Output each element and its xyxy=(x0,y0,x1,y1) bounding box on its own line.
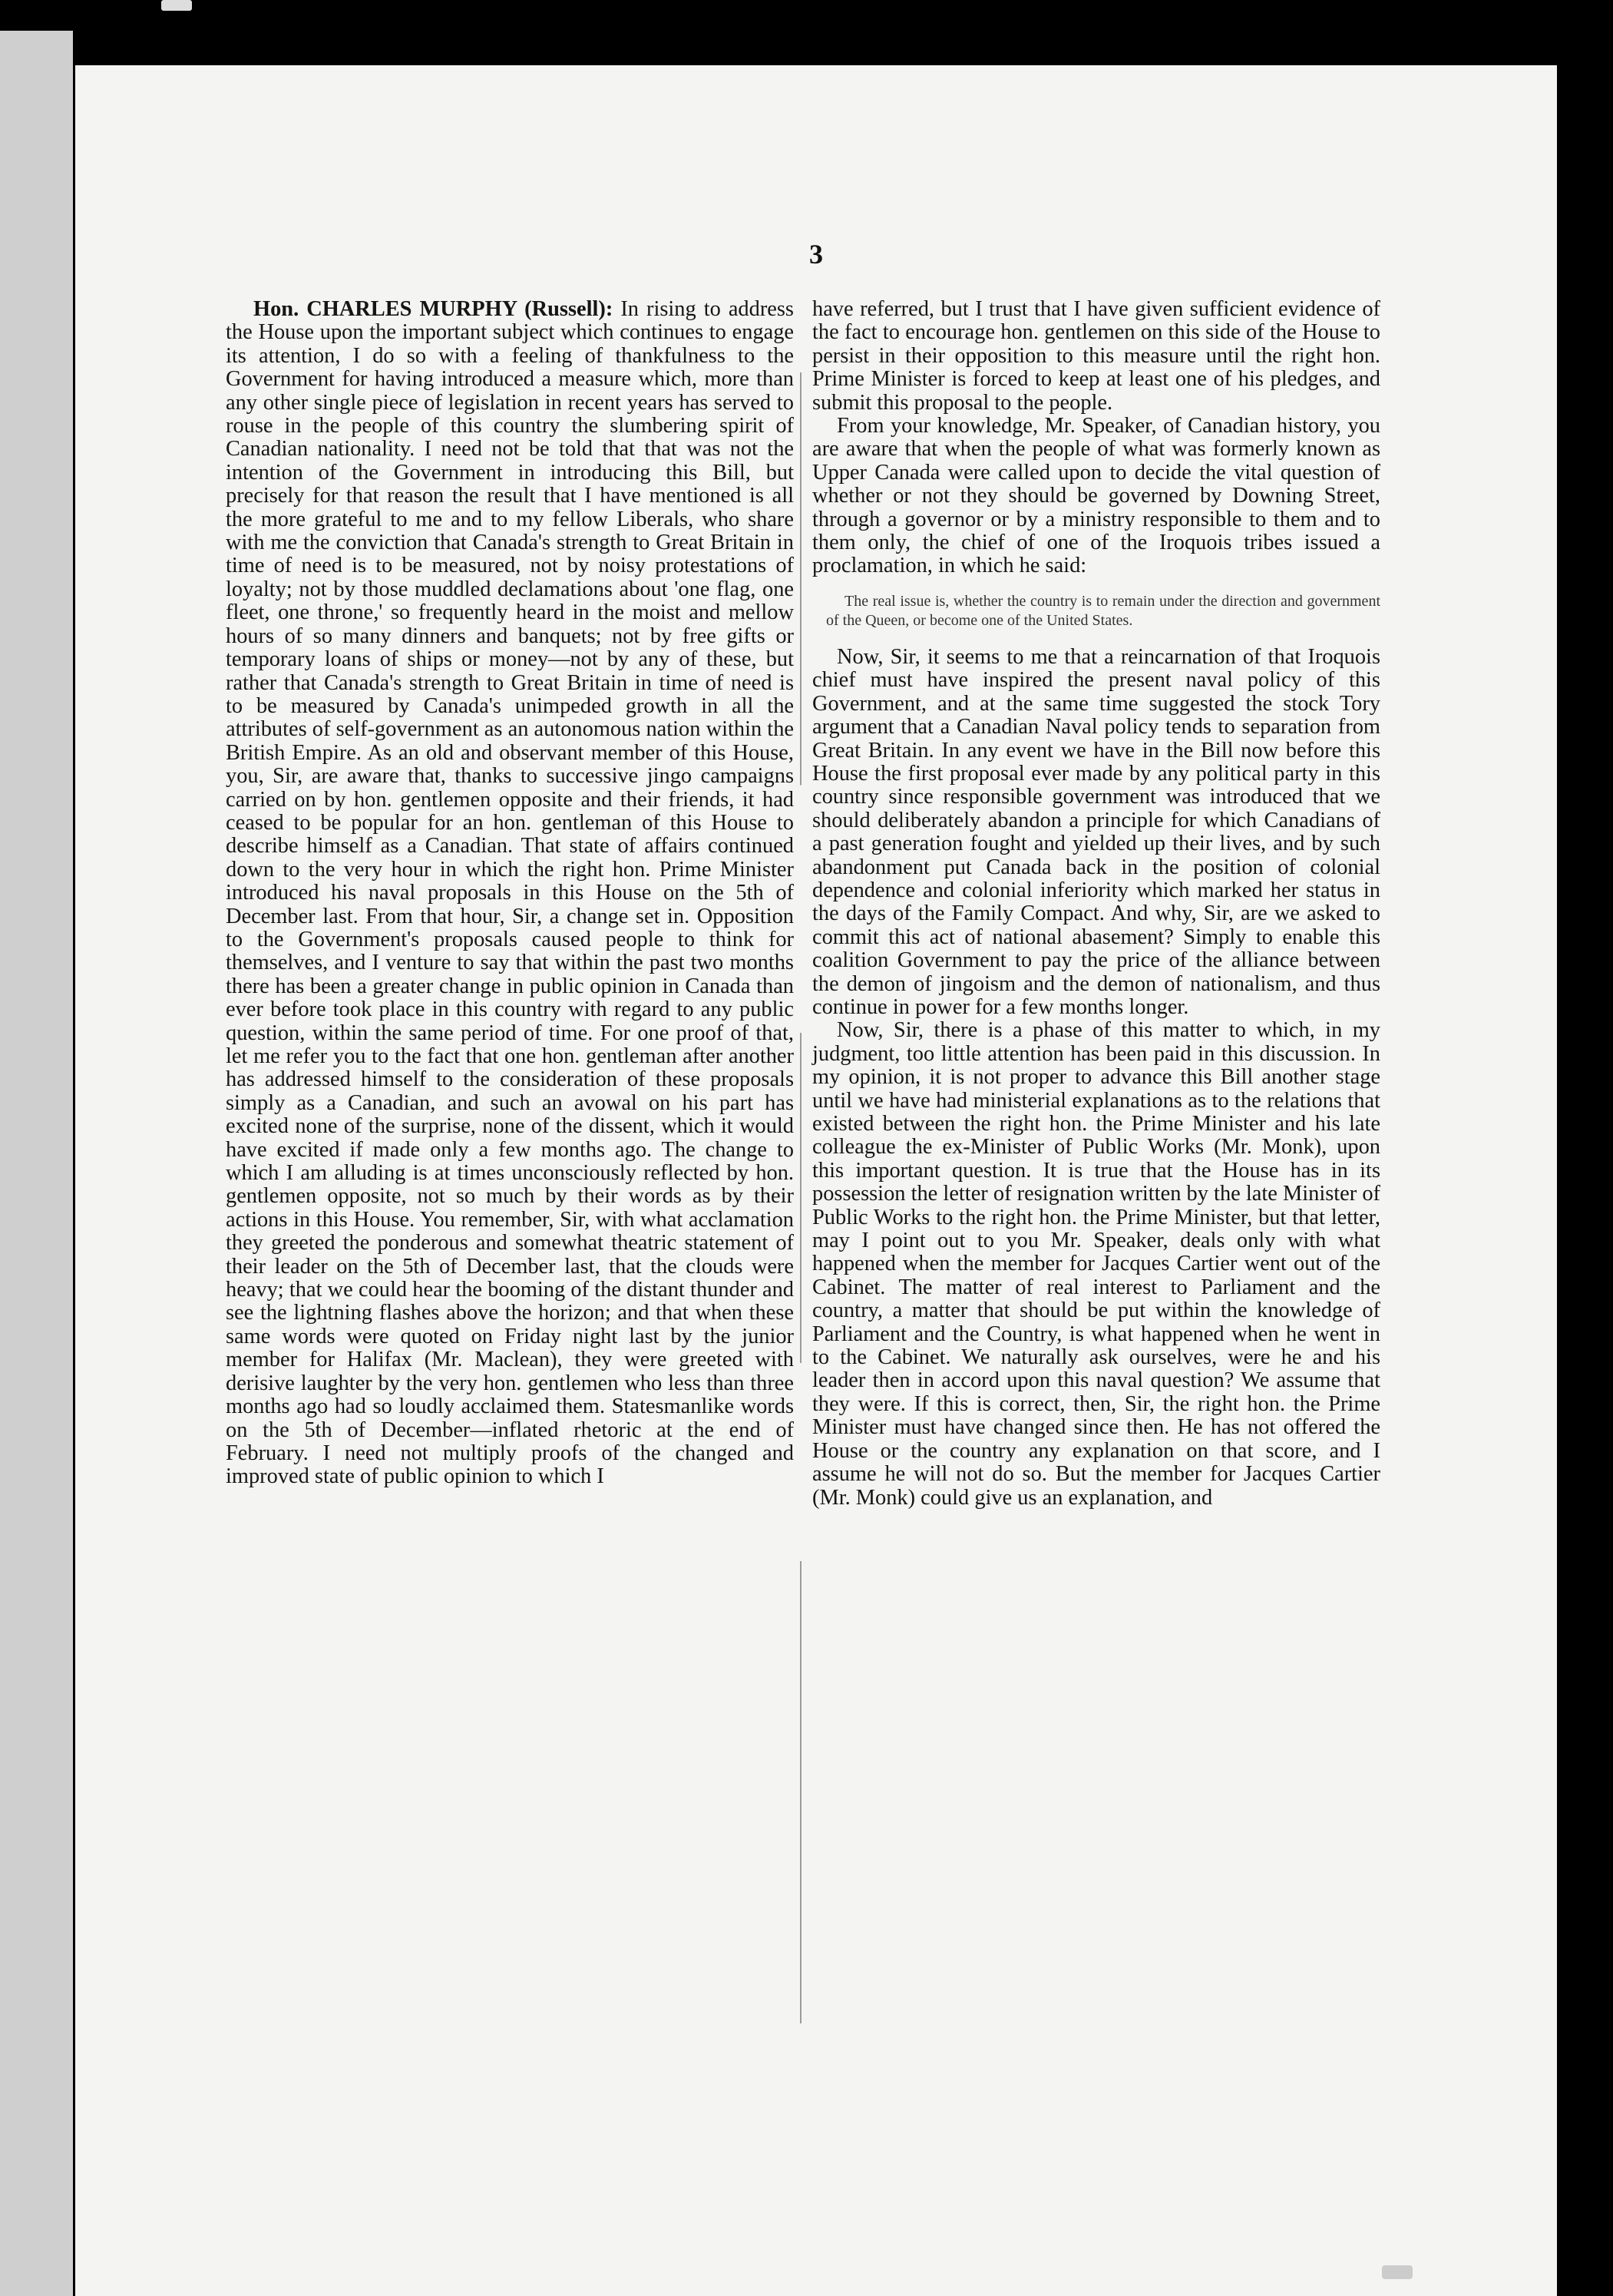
staple-mark xyxy=(1382,2265,1413,2279)
paragraph: Now, Sir, it seems to me that a reincarnation of that Iroquois chief must have inspired the present naval policy of this Government, and at the same time suggested the stock Tory argument that a Canadian Naval policy tends to separation from Great Britain. In any event we have in the Bill now before this House the first proposal ever made by any political party in this country since responsible government was introduced that we should deliberately abandon a principle for which Canadians of a past generation fought and yielded up their lives, and by such abandonment put Canada back in the position of colonial dependence and colonial inferiority which marked her status in the days of the Family Compact. And why, Sir, are we asked to commit this act of national abasement? Simply to enable this coalition Government to pay the price of the alliance between the demon of jingoism and the demon of nationalism, and thus continue in power for a few months longer. xyxy=(812,644,1380,1019)
column-divider xyxy=(800,372,802,2023)
paragraph-text: In rising to address the House upon the important subject which continues to engage its attention, I do so with a feeling of thankfulness to the Government for having introduced a measure which, more than any other single piece of legislation in recent years has served to rouse in the people of this country the slumbering spirit of Canadian nationality. I need not be told that that was not the intention of the Government in introducing this Bill, but precisely for that reason the result that I have mentioned is all the more grateful to me and to my fellow Liberals, who share with me the conviction that Canada's strength to Great Britain in time of need is to be measured, not by noisy protestations of loyalty; not by those muddled declamations about 'one flag, one fleet, one throne,' so frequently heard in the moist and mellow hours of so many dinners and banquets; not by free gifts or temporary loans of ships or money—not by any of these, but rather that Canada's strength to Great Britain in time of need is to be measured by Canada's unimpeded growth in all the attributes of self-government as an autonomous nation within the British Empire. As an old and observant member of this House, you, Sir, are aware that, thanks to successive jingo campaigns carried on by hon. gentlemen opposite and their friends, it had ceased to be popular for an hon. gentleman of this House to describe himself as a Canadian. That state of affairs continued down to the very hour in which the right hon. Prime Minister introduced his naval proposals in this House on the 5th of December last. From that hour, Sir, a change set in. Opposition to the Government's proposals caused people to think for themselves, and I venture to say that within the past two months there has been a greater change in public opinion in Canada than ever before took place in this country with regard to any public question, within the same period of time. For one proof of that, let me refer you to the fact that one hon. gentleman after another has addressed himself to the consideration of these proposals simply as a Canadian, and such an avowal on his part has excited none of the surprise, none of the dissent, which it would have excited if made only a few months ago. The change to which I am alluding is at times unconsciously reflected by hon. gentlemen opposite, not so much by their words as by their actions in this House. You remember, Sir, with what acclamation they greeted the ponderous and somewhat theatric statement of their leader on the 5th of December last, that the clouds were heavy; that we could hear the booming of the distant thunder and see the lightning flashes above the horizon; and that when these same words were quoted on Friday night last by the junior member for Halifax (Mr. Maclean), they were greeted with derisive laughter by the very hon. gentlemen who less than three months ago had so loudly acclaimed them. Statesmanlike words on the 5th of December—inflated rhetoric at the end of February. I need not multiply proofs of the changed and improved state of public opinion to which I xyxy=(226,297,794,1489)
speaker-name: Hon. CHARLES MURPHY (Russell): xyxy=(253,297,613,321)
right-column xyxy=(812,298,1380,1510)
previous-page-edge xyxy=(0,31,73,2296)
paragraph xyxy=(226,298,794,1489)
page-number: 3 xyxy=(809,239,823,270)
paragraph: From your knowledge, Mr. Speaker, of Canadian history, you are aware that when the people of what was formerly known as Upper Canada were called upon to decide the vital question of whether or not they should be governed by Downing Street, through a governor or by a ministry responsible to them and to them only, the chief of one of the Iroquois tribes issued a proclamation, in which he said: xyxy=(812,414,1380,578)
document-page xyxy=(75,65,1557,2296)
staple-mark xyxy=(161,0,192,11)
left-column xyxy=(226,298,794,1489)
paragraph: have referred, but I trust that I have given sufficient evidence of the fact to encourage hon. gentlemen on this side of the House to persist in their opposition to this measure until the right hon. Prime Minister is forced to keep at least one of his pledges, and submit this proposal to the people. xyxy=(812,297,1380,415)
block-quote: The real issue is, whether the country is to remain under the direction and government of the Queen, or become one of the United States. xyxy=(826,592,1380,629)
paragraph: Now, Sir, there is a phase of this matter to which, in my judgment, too little attention has been paid in this discussion. In my opinion, it is not proper to advance this Bill another stage until we have had ministerial explanations as to the relations that existed between the right hon. the Prime Minister and his late colleague the ex-Minister of Public Works (Mr. Monk), upon this important question. It is true that the House has in its possession the letter of resignation written by the late Minister of Public Works to the right hon. the Prime Minister, but that letter, may I point out to you Mr. Speaker, deals only with what happened when the member for Jacques Cartier went out of the Cabinet. The matter of real interest to Parliament and the country, a matter that should be put within the knowledge of Parliament and the Country, is what happened when he went in to the Cabinet. We naturally ask ourselves, were he and his leader then in accord upon this naval question? We assume that they were. If this is correct, then, Sir, the right hon. the Prime Minister must have changed since then. He has not offered the House or the country any explanation on that score, and I assume he will not do so. But the member for Jacques Cartier (Mr. Monk) could give us an explanation, and xyxy=(812,1018,1380,1510)
